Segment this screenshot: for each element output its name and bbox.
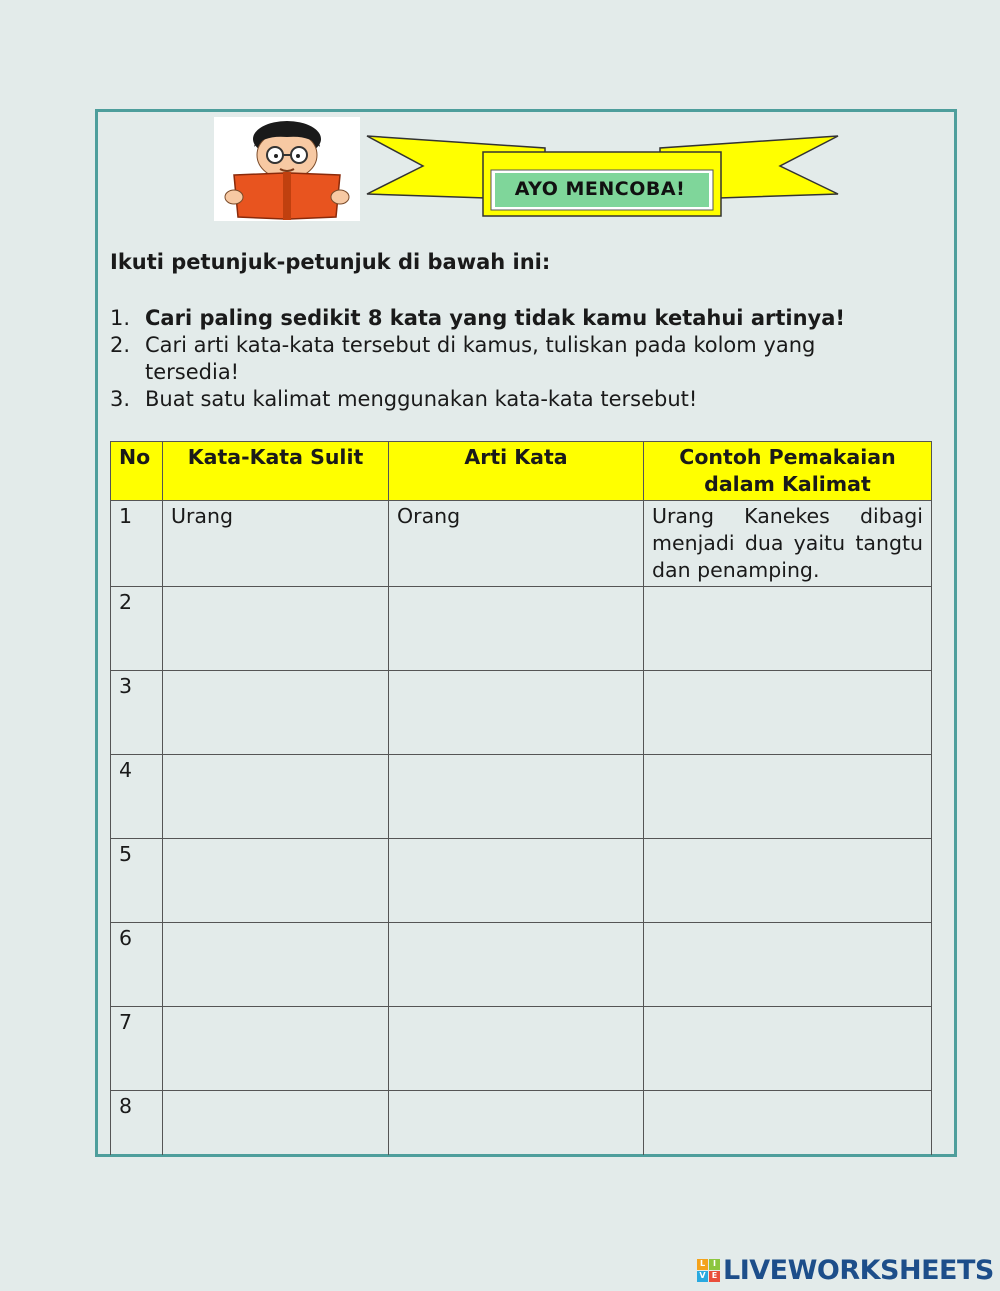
logo-mark-letter: E [709, 1271, 720, 1282]
example-cell[interactable] [644, 587, 932, 671]
word-cell[interactable] [163, 923, 389, 1007]
header-meaning: Arti Kata [389, 442, 644, 501]
table-row [111, 755, 932, 839]
word-cell[interactable] [163, 1007, 389, 1091]
row-number: 2 [111, 587, 163, 671]
row-number: 1 [111, 501, 163, 587]
logo-mark-letter: L [697, 1259, 708, 1270]
step-text: Buat satu kalimat menggunakan kata-kata tersebut! [145, 387, 698, 411]
table-row [111, 923, 932, 1007]
word-cell[interactable] [163, 671, 389, 755]
row-number: 6 [111, 923, 163, 1007]
meaning-cell[interactable] [389, 587, 644, 671]
example-cell[interactable] [644, 923, 932, 1007]
reading-boy-illustration [214, 117, 360, 221]
meaning-cell[interactable] [389, 755, 644, 839]
table-header-row [111, 442, 932, 501]
example-cell[interactable] [644, 755, 932, 839]
example-cell[interactable] [644, 671, 932, 755]
meaning-cell[interactable] [389, 1007, 644, 1091]
vocabulary-table [110, 441, 932, 1155]
header-difficult-words: Kata-Kata Sulit [163, 442, 389, 501]
word-cell[interactable] [163, 587, 389, 671]
table-row [111, 1007, 932, 1091]
row-number: 3 [111, 671, 163, 755]
logo-mark-icon [697, 1259, 720, 1282]
header-no: No [111, 442, 163, 501]
table-row [111, 1091, 932, 1155]
instruction-step [110, 332, 910, 386]
meaning-cell[interactable]: Orang [389, 501, 644, 587]
word-cell[interactable] [163, 839, 389, 923]
example-cell[interactable]: Urang Kanekes dibagi menjadi dua yaitu tangtu dan penamping. [644, 501, 932, 587]
logo-mark-letter: I [709, 1259, 720, 1270]
meaning-cell[interactable] [389, 671, 644, 755]
instruction-step [110, 305, 910, 332]
step-text: Cari arti kata-kata tersebut di kamus, tuliskan pada kolom yang tersedia! [145, 333, 816, 384]
table-row [111, 671, 932, 755]
row-number: 8 [111, 1091, 163, 1155]
meaning-cell[interactable] [389, 923, 644, 1007]
banner-label: AYO MENCOBA! [514, 178, 686, 200]
instructions-list [110, 305, 910, 413]
table-row [111, 839, 932, 923]
example-cell[interactable] [644, 1091, 932, 1155]
liveworksheets-logo[interactable] [697, 1255, 993, 1285]
step-text: Cari paling sedikit 8 kata yang tidak kamu ketahui artinya! [145, 306, 845, 330]
meaning-cell[interactable] [389, 1091, 644, 1155]
word-cell[interactable] [163, 755, 389, 839]
row-number: 4 [111, 755, 163, 839]
word-cell[interactable] [163, 1091, 389, 1155]
example-cell[interactable] [644, 839, 932, 923]
step-number: 3. [110, 387, 131, 411]
row-number: 5 [111, 839, 163, 923]
word-cell[interactable]: Urang [163, 501, 389, 587]
example-cell[interactable] [644, 1007, 932, 1091]
step-number: 1. [110, 306, 131, 330]
table-row [111, 587, 932, 671]
header-example-sentence: Contoh Pemakaian dalam Kalimat [644, 442, 932, 501]
logo-mark-letter: V [697, 1271, 708, 1282]
meaning-cell[interactable] [389, 839, 644, 923]
instructions-title: Ikuti petunjuk-petunjuk di bawah ini: [110, 250, 551, 274]
table-row [111, 501, 932, 587]
logo-text: LIVEWORKSHEETS [723, 1254, 994, 1286]
row-number: 7 [111, 1007, 163, 1091]
instruction-step [110, 386, 910, 413]
step-number: 2. [110, 333, 131, 357]
